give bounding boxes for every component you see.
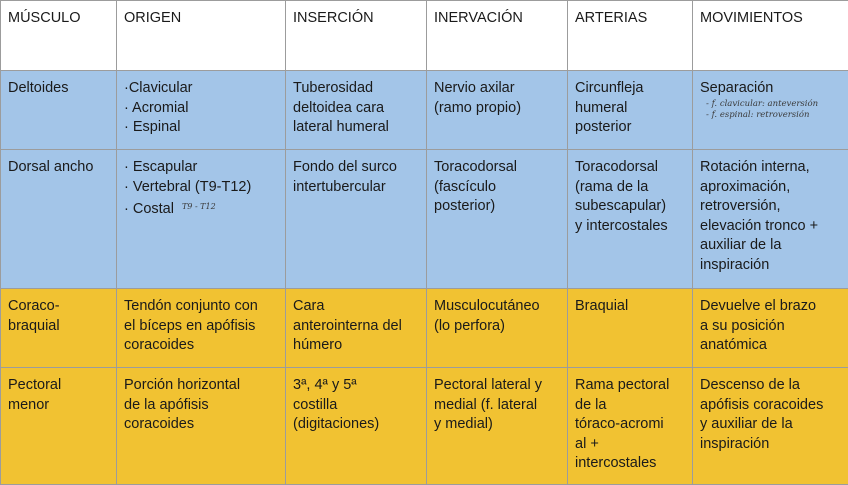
cell-line: Pectoral lateral y — [434, 376, 561, 396]
cell-origen — [117, 368, 286, 485]
cell-line: · Espinal — [124, 118, 279, 138]
cell-line: intercostales — [575, 454, 686, 474]
cell-line: (digitaciones) — [293, 415, 420, 435]
cell-line: Toracodorsal — [575, 158, 686, 178]
cell-line: lateral humeral — [293, 118, 420, 138]
cell-line: Tendón conjunto con — [124, 297, 279, 317]
cell-inervacion — [427, 150, 568, 289]
cell-line: el bíceps en apófisis — [124, 317, 279, 337]
cell-line: · Vertebral (T9-T12) — [124, 178, 279, 198]
cell-movimientos — [693, 368, 848, 485]
cell-text: · Costal — [124, 201, 174, 217]
header-row — [1, 1, 848, 71]
header-inervacion: INERVACIÓN — [427, 1, 568, 71]
cell-line: menor — [8, 396, 110, 416]
cell-line: anterointerna del — [293, 317, 420, 337]
cell-line: ·Clavicular — [124, 79, 279, 99]
cell-movimientos — [693, 71, 848, 150]
cell-line: · Acromial — [124, 99, 279, 119]
cell-line — [124, 197, 279, 220]
cell-musculo — [1, 289, 117, 368]
cell-line: y auxiliar de la — [700, 415, 842, 435]
cell-line: Tuberosidad — [293, 79, 420, 99]
cell-line: 3ª, 4ª y 5ª — [293, 376, 420, 396]
table-row — [1, 71, 848, 150]
cell-line: elevación tronco + — [700, 217, 842, 237]
cell-line: anatómica — [700, 336, 842, 356]
cell-origen — [117, 150, 286, 289]
cell-line: Separación — [700, 79, 842, 99]
handwritten-note: T9 - T12 — [182, 202, 216, 211]
cell-musculo — [1, 71, 117, 150]
cell-line: posterior) — [434, 197, 561, 217]
cell-musculo — [1, 150, 117, 289]
cell-line: y intercostales — [575, 217, 686, 237]
cell-line: (rama de la — [575, 178, 686, 198]
cell-insercion — [286, 71, 427, 150]
cell-line: coracoides — [124, 336, 279, 356]
cell-line: intertubercular — [293, 178, 420, 198]
cell-line: Dorsal ancho — [8, 158, 110, 178]
cell-inervacion — [427, 71, 568, 150]
cell-musculo — [1, 368, 117, 485]
cell-line: Deltoides — [8, 79, 110, 99]
cell-line: braquial — [8, 317, 110, 337]
cell-line: de la apófisis — [124, 396, 279, 416]
cell-inervacion — [427, 289, 568, 368]
cell-origen — [117, 71, 286, 150]
cell-line: medial (f. lateral — [434, 396, 561, 416]
cell-line: subescapular) — [575, 197, 686, 217]
handwritten-note: - f. clavicular: anteversión — [700, 99, 842, 110]
header-movimientos: MOVIMIENTOS — [693, 1, 848, 71]
cell-arterias — [568, 71, 693, 150]
cell-line: humeral — [575, 99, 686, 119]
cell-line: apófisis coracoides — [700, 396, 842, 416]
header-musculo: MÚSCULO — [1, 1, 117, 71]
cell-line: a su posición — [700, 317, 842, 337]
cell-line: aproximación, — [700, 178, 842, 198]
cell-line: (ramo propio) — [434, 99, 561, 119]
cell-origen — [117, 289, 286, 368]
cell-arterias — [568, 289, 693, 368]
cell-line: Porción horizontal — [124, 376, 279, 396]
cell-line: inspiración — [700, 256, 842, 276]
cell-line: Pectoral — [8, 376, 110, 396]
cell-movimientos — [693, 150, 848, 289]
cell-line: Toracodorsal — [434, 158, 561, 178]
cell-insercion — [286, 289, 427, 368]
cell-line: Musculocutáneo — [434, 297, 561, 317]
table-row — [1, 289, 848, 368]
cell-line: Cara — [293, 297, 420, 317]
cell-line: al + — [575, 435, 686, 455]
cell-line: tóraco-acromi — [575, 415, 686, 435]
cell-line: Coraco- — [8, 297, 110, 317]
cell-line: deltoidea cara — [293, 99, 420, 119]
cell-line: auxiliar de la — [700, 236, 842, 256]
cell-line: inspiración — [700, 435, 842, 455]
cell-line: y medial) — [434, 415, 561, 435]
cell-line: Fondo del surco — [293, 158, 420, 178]
cell-line: de la — [575, 396, 686, 416]
cell-line: Nervio axilar — [434, 79, 561, 99]
handwritten-note: - f. espinal: retroversión — [700, 110, 842, 121]
table-row — [1, 150, 848, 289]
cell-arterias — [568, 150, 693, 289]
cell-line: Braquial — [575, 297, 686, 317]
cell-line: húmero — [293, 336, 420, 356]
header-insercion: INSERCIÓN — [286, 1, 427, 71]
cell-line: Descenso de la — [700, 376, 842, 396]
cell-arterias — [568, 368, 693, 485]
cell-line: Devuelve el brazo — [700, 297, 842, 317]
cell-line: posterior — [575, 118, 686, 138]
cell-inervacion — [427, 368, 568, 485]
cell-line: retroversión, — [700, 197, 842, 217]
cell-line: · Escapular — [124, 158, 279, 178]
cell-line: coracoides — [124, 415, 279, 435]
cell-line: Circunfleja — [575, 79, 686, 99]
cell-insercion — [286, 150, 427, 289]
cell-movimientos — [693, 289, 848, 368]
header-arterias: ARTERIAS — [568, 1, 693, 71]
cell-insercion — [286, 368, 427, 485]
cell-line: costilla — [293, 396, 420, 416]
table-row — [1, 368, 848, 485]
header-origen: ORIGEN — [117, 1, 286, 71]
cell-line: Rama pectoral — [575, 376, 686, 396]
cell-line: Rotación interna, — [700, 158, 842, 178]
cell-line: (lo perfora) — [434, 317, 561, 337]
cell-line: (fascículo — [434, 178, 561, 198]
